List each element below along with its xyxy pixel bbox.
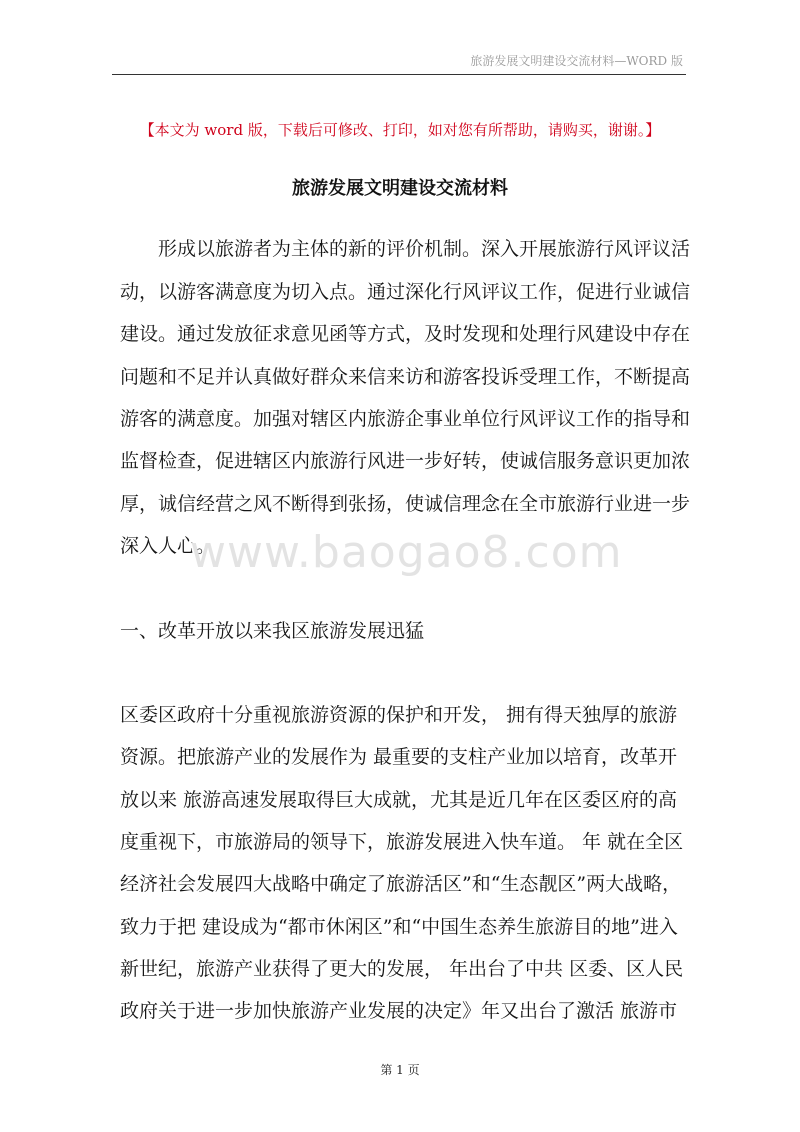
paragraph-1-line: 建设。通过发放征求意见函等方式，及时发现和处理行风建设中存在 — [120, 323, 691, 345]
paragraph-1-line: 游客的满意度。加强对辖区内旅游企事业单位行风评议工作的指导和 — [120, 408, 691, 430]
paragraph-1-line: 监督检查，促进辖区内旅游行风进一步好转，使诚信服务意识更加浓 — [120, 450, 691, 472]
paragraph-1-line: 动，以游客满意度为切入点。通过深化行风评议工作，促进行业诚信 — [120, 281, 691, 303]
paragraph-2-line: 经济社会发展四大战略中确定了旅游活区”和“生态靓区”两大战略， — [120, 873, 682, 895]
section-heading: 一、改革开放以来我区旅游发展迅猛 — [120, 620, 425, 642]
paragraph-2-line: 放以来 旅游高速发展取得巨大成就，尤其是近几年在区委区府的高 — [120, 789, 678, 811]
paragraph-2-line: 资源。把旅游产业的发展作为 最重要的支柱产业加以培育，改革开 — [120, 746, 678, 768]
paragraph-2-line: 新世纪，旅游产业获得了更大的发展， 年出台了中共 区委、区人民 — [120, 958, 684, 980]
paragraph-1-line: 厚，诚信经营之风不断得到张扬，使诚信理念在全市旅游行业进一步 — [120, 493, 691, 515]
document-title: 旅游发展文明建设交流材料 — [292, 178, 508, 199]
paragraph-2-line: 政府关于进一步加快旅游产业发展的决定》年又出台了激活 旅游市 — [120, 1000, 678, 1022]
paragraph-2-line: 度重视下，市旅游局的领导下，旅游发展进入快车道。 年 就在全区 — [120, 831, 684, 853]
paragraph-1-line: 深入人心。 — [120, 535, 216, 557]
running-header: 旅游发展文明建设交流材料—WORD 版 — [470, 54, 683, 68]
download-notice: 【本文为 word 版，下载后可修改、打印，如对您有所帮助，请购买，谢谢。】 — [139, 121, 661, 139]
paragraph-1-line: 问题和不足并认真做好群众来信来访和游客投诉受理工作，不断提高 — [120, 366, 691, 388]
paragraph-2-line: 致力于把 建设成为“都市休闲区”和“中国生态养生旅游目的地”进入 — [120, 916, 678, 938]
header-divider — [112, 74, 686, 75]
paragraph-2-line: 区委区政府十分重视旅游资源的保护和开发， 拥有得天独厚的旅游 — [120, 704, 678, 726]
watermark-text: www.baogao8.com — [190, 527, 623, 578]
page-number: 第 1 页 — [380, 1063, 420, 1077]
paragraph-1-line: 形成以旅游者为主体的新的评价机制。深入开展旅游行风评议活 — [158, 238, 691, 260]
